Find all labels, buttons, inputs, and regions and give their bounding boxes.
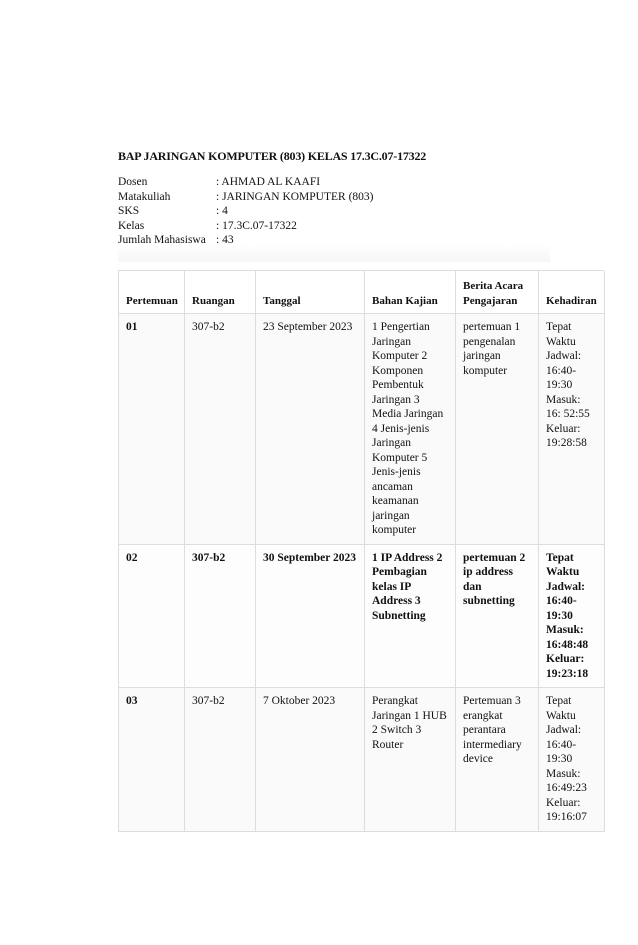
cell-tanggal: 7 Oktober 2023 — [256, 688, 365, 832]
column-header-kehadiran: Kehadiran — [539, 271, 605, 314]
cell-tanggal: 30 September 2023 — [256, 544, 365, 688]
info-row-jumlah-mahasiswa — [118, 233, 550, 248]
column-header-ruangan: Ruangan — [185, 271, 256, 314]
table-row — [119, 544, 605, 688]
table-header-row — [119, 271, 605, 314]
column-header-pertemuan: Pertemuan — [119, 271, 185, 314]
page-title: BAP JARINGAN KOMPUTER (803) KELAS 17.3C.07-17322 — [118, 149, 427, 163]
info-value: : JARINGAN KOMPUTER (803) — [216, 190, 374, 203]
info-value: : AHMAD AL KAAFI — [216, 176, 321, 188]
info-label: Kelas — [118, 219, 145, 232]
cell-pertemuan: 01 — [119, 314, 185, 545]
cell-kehadiran: Tepat Waktu Jadwal: 16:40-19:30 Masuk: 16:49:23 Keluar: 19:16:07 — [539, 688, 605, 832]
column-header-bahan-kajian: Bahan Kajian — [365, 271, 456, 314]
column-header-berita-acara: Berita Acara Pengajaran — [456, 271, 539, 314]
cell-kehadiran: Tepat Waktu Jadwal: 16:40-19:30 Masuk: 16:48:48 Keluar: 19:23:18 — [539, 544, 605, 688]
cell-pertemuan: 03 — [119, 688, 185, 832]
info-block — [118, 175, 550, 262]
cell-berita-acara: pertemuan 2 ip address dan subnetting — [456, 544, 539, 688]
info-row-kelas — [118, 219, 550, 234]
column-header-tanggal: Tanggal — [256, 271, 365, 314]
info-value: : 17.3C.07-17322 — [216, 219, 297, 232]
info-row-sks — [118, 204, 550, 219]
cell-berita-acara: Pertemuan 3 erangkat perantara intermediary device — [456, 688, 539, 832]
bap-table — [118, 271, 605, 832]
info-label: SKS — [118, 205, 140, 217]
info-label: Jumlah Mahasiswa — [118, 234, 206, 246]
info-value: : 43 — [216, 234, 234, 246]
table-row — [119, 688, 605, 832]
info-label: Matakuliah — [118, 190, 171, 203]
cell-pertemuan: 02 — [119, 544, 185, 688]
cell-tanggal: 23 September 2023 — [256, 314, 365, 545]
cell-ruangan: 307-b2 — [185, 314, 256, 545]
cell-ruangan: 307-b2 — [185, 544, 256, 688]
info-label: Dosen — [118, 176, 148, 188]
info-value: : 4 — [216, 205, 228, 217]
table-row — [119, 314, 605, 545]
cell-bahan-kajian: Perangkat Jaringan 1 HUB 2 Switch 3 Router — [365, 688, 456, 832]
cell-ruangan: 307-b2 — [185, 688, 256, 832]
cell-kehadiran: Tepat Waktu Jadwal: 16:40-19:30 Masuk: 16: 52:55 Keluar: 19:28:58 — [539, 314, 605, 545]
cell-berita-acara: pertemuan 1 pengenalan jaringan komputer — [456, 314, 539, 545]
cell-bahan-kajian: 1 IP Address 2 Pembagian kelas IP Address 3 Subnetting — [365, 544, 456, 688]
bap-table-container — [118, 270, 604, 832]
cell-bahan-kajian: 1 Pengertian Jaringan Komputer 2 Komponen Pembentuk Jaringan 3 Media Jaringan 4 Jenis-jenis Jaringan Komputer 5 Jenis-jenis ancaman keamanan jaringan komputer — [365, 314, 456, 545]
info-row-dosen — [118, 175, 550, 190]
info-row-matakuliah — [118, 190, 550, 205]
